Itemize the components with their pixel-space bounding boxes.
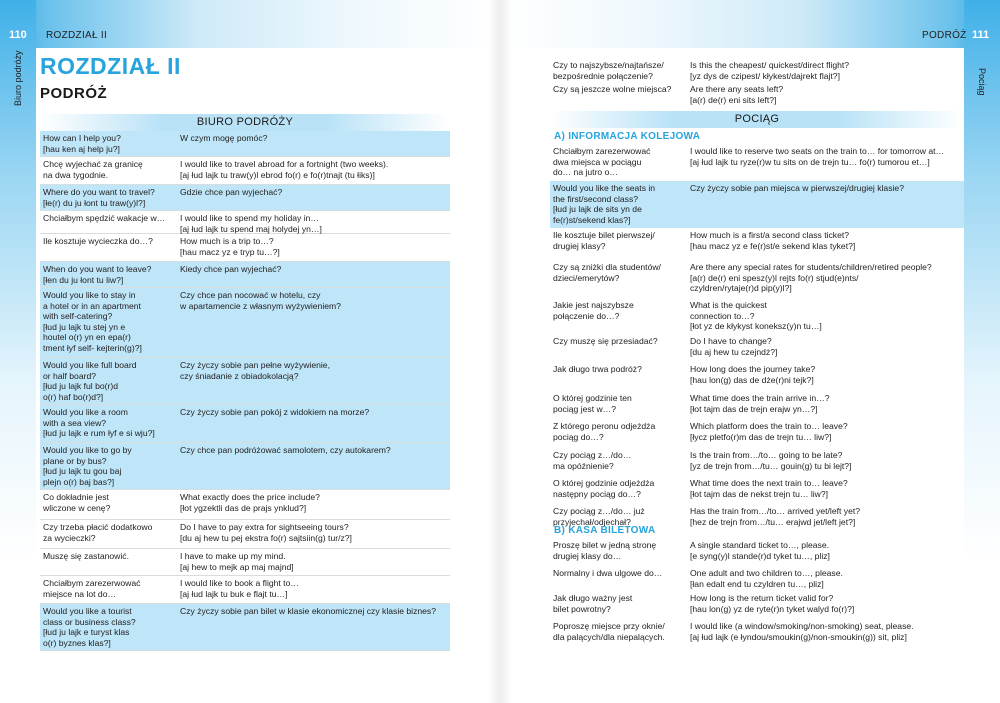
table-row — [550, 334, 964, 362]
table-row — [40, 443, 450, 490]
phrase-translation — [177, 520, 450, 548]
table-row — [550, 144, 964, 181]
right-page — [500, 0, 1000, 703]
phrase-line: [łud ju lajk e turyst klas — [43, 627, 130, 638]
table-row — [550, 591, 964, 619]
phrase-line: What is the quickest — [690, 300, 767, 310]
phrase-source — [40, 131, 177, 156]
phrase-line: Are there any special rates for students/children/retired people? — [690, 262, 932, 272]
table-row — [550, 260, 964, 298]
table-row — [40, 358, 450, 405]
phrase-line: Where do you want to travel? — [43, 187, 155, 197]
phrase-line: Czy pociąg z…/do… — [553, 450, 632, 460]
phrase-line: [hau macz yz e tryp tu…?] — [180, 246, 280, 257]
table-row — [550, 82, 964, 106]
phrase-source — [40, 288, 177, 357]
phrase-line: Czy życzy sobie pan pokój z widokiem na morze? — [180, 407, 370, 417]
phrase-source — [550, 619, 687, 651]
phrase-line: dzieci/emerytów? — [553, 272, 620, 283]
phrase-line: Czy życzy sobie pan pełne wyżywienie, — [180, 360, 330, 370]
phrase-line: [łud ju lajk e rum łyf e si wju?] — [43, 428, 155, 439]
phrase-line: Czy chce pan podróżować samolotem, czy autokarem? — [180, 445, 391, 455]
phrase-line: [a(r) de(r) eni sits left?] — [690, 94, 777, 105]
phrase-line: [łan edalt end tu czyldren tu…, pliz] — [690, 578, 824, 589]
phrase-line: Chcę wyjechać za granicę — [43, 159, 143, 169]
phrase-source — [40, 604, 177, 650]
phrase-line: [aj łud lajk tu buk e flajt tu…] — [180, 588, 288, 599]
phrase-line: One adult and two children to…, please. — [690, 568, 843, 578]
phrase-line: Czy są jeszcze wolne miejsca? — [553, 84, 672, 94]
phrase-line: połączenie do…? — [553, 310, 620, 321]
table-row — [550, 419, 964, 448]
phrase-translation — [177, 405, 450, 442]
phrase-line: [łot tajm das de nekst trejn tu… liw?] — [690, 488, 829, 499]
phrase-line: Kiedy chce pan wyjechać? — [180, 264, 282, 274]
phrase-line: [łycz pletfo(r)m das de trejn tu… liw?] — [690, 431, 832, 442]
phrase-source — [40, 549, 177, 575]
right-header-title: PODRÓŻ — [922, 30, 967, 41]
table-row — [40, 576, 450, 604]
phrase-line: Czy chce pan nocować w hotelu, czy — [180, 290, 321, 300]
phrase-line: [łud ju lajk tu gou baj — [43, 466, 122, 477]
phrase-line: How much is a first/a second class ticket? — [690, 230, 850, 240]
phrase-translation — [177, 490, 450, 519]
phrase-line: Jak długo ważny jest — [553, 593, 633, 603]
phrase-line: Would you like to stay in — [43, 290, 136, 300]
phrase-line: Proszę bilet w jedną stronę — [553, 540, 657, 550]
phrase-source — [40, 157, 177, 184]
phrase-line: with self-catering? — [43, 311, 113, 322]
phrase-source — [550, 591, 687, 619]
phrase-line: [a(r) de(r) eni spesz(y)l rejts fo(r) stjud(e)nts/ — [690, 272, 859, 283]
phrase-translation — [687, 334, 964, 362]
table-row — [40, 185, 450, 211]
phrase-line: za wycieczki? — [43, 532, 96, 543]
phrase-line: czyldren/rytaje(r)d pip(y)l?] — [690, 283, 792, 294]
phrase-line: drugiej klasy? — [553, 240, 606, 251]
phrase-line: Czy są zniżki dla studentów/ — [553, 262, 661, 272]
table-row — [550, 566, 964, 591]
phrase-line: czy śniadanie z obiadokolacją? — [180, 370, 299, 381]
phrase-source — [550, 298, 687, 334]
phrase-translation — [687, 591, 964, 619]
phrase-source — [550, 334, 687, 362]
phrase-line: [e syng(y)l stande(r)d tyket tu…, pliz] — [690, 550, 830, 561]
phrase-translation — [687, 619, 964, 651]
phrase-line: Ile kosztuje wycieczka do…? — [43, 236, 153, 246]
phrase-line: with a sea view? — [43, 417, 107, 428]
phrase-line: [hau ken aj help ju?] — [43, 143, 120, 154]
phrase-translation — [177, 288, 450, 357]
phrase-translation — [177, 358, 450, 404]
phrase-source — [550, 58, 687, 82]
phrase-line: [łud ju lajk tu stej yn e — [43, 321, 126, 332]
table-row — [40, 157, 450, 185]
phrase-translation — [687, 504, 964, 531]
phrase-line: A single standard ticket to…, please. — [690, 540, 830, 550]
phrase-line: [hau macz yz e fe(r)st/e sekend klas tyket?] — [690, 240, 856, 251]
phrase-line: Co dokładnie jest — [43, 492, 109, 502]
left-page-number: 110 — [9, 29, 27, 41]
phrase-source — [40, 405, 177, 442]
phrase-line: Are there any seats left? — [690, 84, 784, 94]
phrase-line: wliczone w cenę? — [43, 502, 111, 513]
table-row — [40, 405, 450, 443]
table-row — [550, 476, 964, 504]
phrase-line: na dwa tygodnie. — [43, 169, 108, 180]
phrase-line: Would you like full board — [43, 360, 137, 370]
phrase-line: bezpośrednie połączenie? — [553, 70, 653, 81]
phrase-line: Z którego peronu odjeżdża — [553, 421, 656, 431]
phrase-source — [550, 476, 687, 504]
phrase-line: [aj łud lajk tu ryze(r)w tu sits on de trejn tu… fo(r) tumorou et…] — [690, 156, 930, 167]
left-side-label: Biuro podróży — [13, 50, 23, 106]
phrase-line: [yz de trejn from…/tu… gouin(g) tu bi lejt?] — [690, 460, 852, 471]
phrase-translation — [687, 228, 964, 260]
phrase-translation — [687, 566, 964, 591]
phrase-line: What time does the next train to… leave? — [690, 478, 848, 488]
phrase-line: [yz dys de czipest/ kłykest/dajrekt flajt?] — [690, 70, 840, 81]
phrase-line: [hau lon(g) das de dże(r)ni tejk?] — [690, 374, 814, 385]
phrase-translation — [177, 185, 450, 210]
phrase-translation — [687, 260, 964, 298]
phrase-translation — [177, 262, 450, 287]
table-row — [550, 362, 964, 391]
book-gutter — [488, 0, 512, 703]
phrase-line: Do I have to change? — [690, 336, 772, 346]
phrase-translation — [177, 211, 450, 233]
phrase-source — [40, 358, 177, 404]
table-row — [40, 549, 450, 576]
phrase-translation — [687, 58, 964, 82]
phrase-line: a hotel or in an apartment — [43, 300, 141, 311]
phrase-line: Gdzie chce pan wyjechać? — [180, 187, 283, 197]
phrase-line: [aj łud lajk tu traw(y)l ebrod fo(r) e fo(r)tnajt (tu łiks)] — [180, 169, 375, 180]
phrase-line: Czy życzy sobie pan bilet w klasie ekonomicznej czy klasie biznes? — [180, 606, 437, 616]
phrase-line: Would you like a tourist — [43, 606, 132, 616]
table-row — [550, 391, 964, 419]
table-row — [550, 538, 964, 566]
phrase-line: Is this the cheapest/ quickest/direct flight? — [690, 60, 850, 70]
phrase-translation — [687, 448, 964, 476]
phrase-line: Czy to najszybsze/najtańsze/ — [553, 60, 664, 70]
phrase-line: tment łyf self- kejterin(g)?] — [43, 342, 142, 353]
phrase-line: plejn o(r) baj bas?] — [43, 476, 115, 487]
phrase-source — [550, 228, 687, 260]
left-header-title: ROZDZIAŁ II — [46, 30, 108, 41]
phrase-line: How long is the return ticket valid for? — [690, 593, 834, 603]
phrase-line: w apartamencie z własnym wyżywieniem? — [180, 300, 341, 311]
table-row — [40, 288, 450, 358]
phrase-line: o(r) byznes klas?] — [43, 637, 111, 648]
phrase-line: Muszę się zastanowić. — [43, 551, 129, 561]
phrase-line: plane or by bus? — [43, 455, 107, 466]
phrase-source — [550, 82, 687, 106]
phrase-translation — [687, 181, 964, 228]
phrase-line: I would like to travel abroad for a fortnight (two weeks). — [180, 159, 389, 169]
phrase-line: Czy muszę się przesiadać? — [553, 336, 658, 346]
phrase-line: [łe(r) du ju łont tu traw(y)l?] — [43, 197, 146, 208]
phrase-line: O której godzinie ten — [553, 393, 632, 403]
phrase-line: Czy trzeba płacić dodatkowo — [43, 522, 153, 532]
phrase-line: I have to make up my mind. — [180, 551, 286, 561]
right-side-label: Pociąg — [977, 68, 987, 96]
phrase-line: houtel o(r) yn en epa(r) — [43, 332, 131, 343]
phrase-table-travel-agency — [40, 131, 450, 651]
phrase-source — [550, 260, 687, 298]
phrase-line: [hez de trejn from…/tu… erajwd jet/left jet?] — [690, 516, 856, 527]
phrase-translation — [687, 362, 964, 391]
phrase-line: Czy pociąg z…/do… już — [553, 506, 645, 516]
right-side-band — [964, 0, 1000, 703]
phrase-source — [550, 566, 687, 591]
phrase-line: How much is a trip to…? — [180, 236, 274, 246]
phrase-line: Poproszę miejsce przy oknie/ — [553, 621, 665, 631]
phrase-line: Would you like a room — [43, 407, 128, 417]
phrase-line: [łud ju lajk de sits yn de — [553, 204, 642, 215]
chapter-title: ROZDZIAŁ II — [40, 53, 181, 79]
phrase-line: I would like to reserve two seats on the train to… for tomorrow at… — [690, 146, 945, 156]
table-row — [550, 181, 964, 228]
phrase-line: Czy życzy sobie pan miejsca w pierwszej/drugiej klasie? — [690, 183, 904, 193]
phrase-source — [40, 490, 177, 519]
table-row — [40, 490, 450, 520]
table-row — [550, 298, 964, 334]
phrase-translation — [177, 604, 450, 650]
phrase-translation — [177, 576, 450, 603]
phrase-translation — [687, 144, 964, 181]
phrase-line: How long does the journey take? — [690, 364, 816, 374]
section-a-heading: A) INFORMACJA KOLEJOWA — [554, 131, 701, 142]
phrase-line: I would like to spend my holiday in… — [180, 213, 320, 223]
phrase-line: [łot ygzektli das de prajs ynklud?] — [180, 502, 307, 513]
table-row — [40, 262, 450, 288]
phrase-source — [40, 443, 177, 489]
phrase-line: O której godzinie odjeżdża — [553, 478, 655, 488]
phrase-translation — [687, 419, 964, 448]
phrase-line: Normalny i dwa ulgowe do… — [553, 568, 663, 578]
phrase-translation — [177, 443, 450, 489]
phrase-line: the first/second class? — [553, 193, 639, 204]
phrase-line: [aj hew to mejk ap maj majnd] — [180, 561, 294, 572]
phrase-line: ma opóźnienie? — [553, 460, 614, 471]
phrase-source — [550, 144, 687, 181]
phrase-line: drugiej klasy do… — [553, 550, 622, 561]
phrase-source — [550, 391, 687, 419]
phrase-line: bilet powrotny? — [553, 603, 611, 614]
phrase-line: Is the train from…/to… going to be late? — [690, 450, 843, 460]
chapter-subtitle: PODRÓŻ — [40, 85, 108, 102]
phrase-line: I would like (a window/smoking/non-smoking) seat, please. — [690, 621, 914, 631]
phrase-table-ticket-office — [550, 538, 964, 651]
phrase-line: dla palących/dla niepalących. — [553, 631, 665, 642]
phrase-source — [40, 262, 177, 287]
phrase-line: Would you like the seats in — [553, 183, 656, 193]
phrase-translation — [177, 157, 450, 184]
phrase-translation — [687, 538, 964, 566]
phrase-source — [40, 576, 177, 603]
phrase-line: Which platform does the train to… leave? — [690, 421, 848, 431]
phrase-source — [550, 448, 687, 476]
phrase-line: do… na jutro o… — [553, 167, 618, 178]
phrase-line: [du aj hew tu czejndż?] — [690, 346, 778, 357]
phrase-line: Jakie jest najszybsze — [553, 300, 634, 310]
table-row — [550, 448, 964, 476]
phrase-table-train-info — [550, 144, 964, 531]
table-row — [550, 228, 964, 260]
phrase-source — [40, 520, 177, 548]
phrase-line: [hau lon(g) yz de ryte(r)n tyket walyd fo(r)?] — [690, 603, 855, 614]
section-b-heading: B) KASA BILETOWA — [554, 525, 656, 536]
phrase-line: [łot tajm das de trejn erajw yn…?] — [690, 403, 818, 414]
right-page-number: 111 — [972, 29, 990, 41]
phrase-source — [550, 419, 687, 448]
phrase-translation — [687, 476, 964, 504]
phrase-line: When do you want to leave? — [43, 264, 152, 274]
section-banner-biuro: BIURO PODRÓŻY — [40, 114, 450, 131]
phrase-translation — [687, 298, 964, 334]
phrase-line: How can I help you? — [43, 133, 121, 143]
phrase-line: [łen du ju łont tu liw?] — [43, 274, 124, 285]
phrase-table-flight — [550, 58, 964, 106]
table-row — [40, 520, 450, 549]
phrase-line: Chciałbym spędzić wakacje w… — [43, 213, 166, 223]
phrase-source — [40, 234, 177, 261]
phrase-line: [du aj hew tu pej ekstra fo(r) sajtsiin(g) tur/z?] — [180, 532, 352, 543]
phrase-line: miejsce na lot do… — [43, 588, 117, 599]
phrase-line: [aj łud lajk (e łyndou/smoukin(g)/non-smoukin(g)) sit, pliz] — [690, 631, 907, 642]
phrase-line: Has the train from…/to… arrived yet/left yet? — [690, 506, 861, 516]
phrase-line: connection to…? — [690, 310, 755, 321]
phrase-line: I would like to book a flight to… — [180, 578, 299, 588]
table-row — [40, 234, 450, 262]
phrase-line: dwa miejsca w pociągu — [553, 156, 642, 167]
phrase-translation — [687, 82, 964, 106]
phrase-line: Jak długo trwa podróż? — [553, 364, 642, 374]
phrase-line: What time does the train arrive in…? — [690, 393, 830, 403]
table-row — [550, 619, 964, 651]
phrase-line: class or business class? — [43, 616, 136, 627]
phrase-line: Ile kosztuje bilet pierwszej/ — [553, 230, 655, 240]
phrase-line: Chciałbym zarezerwować — [553, 146, 651, 156]
phrase-line: przyjechał/odjechał? — [553, 516, 631, 527]
phrase-line: [łud ju lajk ful bo(r)d — [43, 381, 118, 392]
phrase-source — [40, 185, 177, 210]
phrase-translation — [687, 391, 964, 419]
phrase-line: [aj łud lajk tu spend maj holydej yn…] — [180, 223, 322, 234]
phrase-line: [łot yz de kłykyst koneksz(y)n tu…] — [690, 321, 822, 332]
phrase-translation — [177, 131, 450, 156]
table-row — [40, 211, 450, 234]
phrase-line: Do I have to pay extra for sightseeing tours? — [180, 522, 349, 532]
phrase-line: W czym mogę pomóc? — [180, 133, 268, 143]
table-row — [40, 604, 450, 651]
phrase-source — [550, 538, 687, 566]
table-row — [550, 58, 964, 82]
phrase-source — [550, 181, 687, 228]
phrase-line: What exactly does the price include? — [180, 492, 320, 502]
phrase-translation — [177, 234, 450, 261]
table-row — [40, 131, 450, 157]
phrase-line: fe(r)st/sekend klas?] — [553, 214, 631, 225]
phrase-source — [550, 362, 687, 391]
phrase-line: pociąg do…? — [553, 431, 604, 442]
phrase-line: Chciałbym zarezerwować — [43, 578, 141, 588]
section-banner-pociag: POCIĄG — [550, 111, 964, 128]
phrase-line: Would you like to go by — [43, 445, 132, 455]
phrase-line: o(r) haf bo(r)d?] — [43, 391, 104, 402]
phrase-source — [40, 211, 177, 233]
phrase-translation — [177, 549, 450, 575]
phrase-line: or half board? — [43, 370, 97, 381]
phrase-line: następny pociąg do…? — [553, 488, 641, 499]
phrase-line: pociąg jest w…? — [553, 403, 617, 414]
